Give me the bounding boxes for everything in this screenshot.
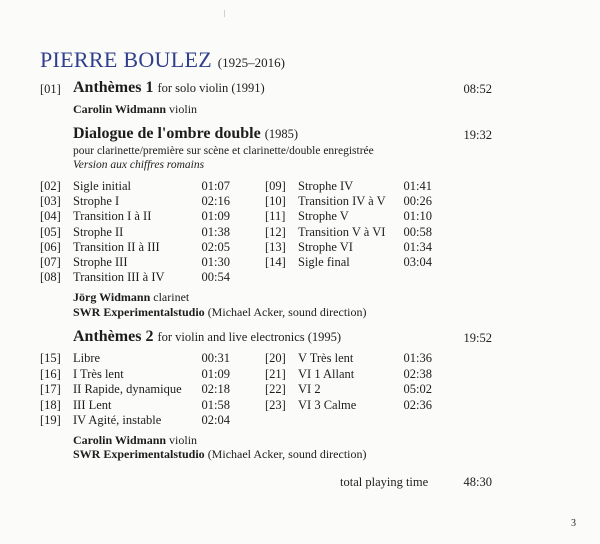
work2-title: Dialogue de l'ombre double <box>73 125 261 142</box>
track-time: 01:09 <box>201 209 230 224</box>
work2-instrumentation: pour clarinette/première sur scène et clarinette/double enregistrée <box>73 145 374 157</box>
track-time: 01:09 <box>201 366 230 381</box>
track-number: [18] <box>40 397 61 412</box>
track-time: 02:38 <box>403 366 432 381</box>
track-time: 00:31 <box>201 351 230 365</box>
page-number: 3 <box>571 518 576 529</box>
track-time: 02:05 <box>201 239 230 254</box>
work3-performer-1 <box>73 433 197 448</box>
track-title: Strophe V <box>298 209 349 224</box>
track-number: [17] <box>40 382 61 396</box>
work2-performer-1 <box>73 290 189 305</box>
track-time: 00:26 <box>403 194 432 209</box>
track-number: [02] <box>40 179 61 193</box>
track-title: II Rapide, dynamique <box>73 382 182 396</box>
work3-heading <box>73 328 341 346</box>
composer-heading <box>40 47 285 73</box>
track-title: VI 3 Calme <box>298 397 357 412</box>
track-title: Strophe II <box>73 224 124 239</box>
track-title: VI 2 <box>298 382 321 396</box>
composer-name: PIERRE BOULEZ <box>40 47 212 72</box>
track-time: 00:58 <box>403 224 432 239</box>
track-number: [22] <box>265 382 286 396</box>
track-title: VI 1 Allant <box>298 366 355 381</box>
track-number: [20] <box>265 351 286 365</box>
track-title: I Très lent <box>73 366 124 381</box>
performer-role: violin <box>169 102 198 116</box>
track-time: 01:58 <box>201 397 230 412</box>
track-title: IV Agité, instable <box>73 413 162 427</box>
work2-year: (1985) <box>264 127 299 141</box>
performer-name: Carolin Widmann <box>73 433 167 447</box>
work3-desc: for violin and live electronics (1995) <box>157 330 342 344</box>
track-time: 02:04 <box>201 413 230 427</box>
track-number: [03] <box>40 194 61 209</box>
work1-duration: 08:52 <box>463 82 492 96</box>
work2-performer-2 <box>73 305 367 320</box>
work3-title: Anthèmes 2 <box>73 328 154 345</box>
track-number: [23] <box>265 397 286 412</box>
track-title: Strophe VI <box>298 239 353 254</box>
track-number: [19] <box>40 413 61 427</box>
track-time: 01:41 <box>403 179 432 193</box>
work2-heading <box>73 125 298 143</box>
track-title: V Très lent <box>298 351 354 365</box>
track-time: 01:10 <box>403 209 432 224</box>
track-title: Transition III à IV <box>73 270 165 285</box>
track-number: [12] <box>265 224 286 239</box>
work1-track-number: [01] <box>40 82 61 96</box>
performer-role: (Michael Acker, sound direction) <box>207 447 367 461</box>
work3-performer-2 <box>73 447 367 462</box>
track-number: [08] <box>40 270 61 285</box>
work1-title: Anthèmes 1 <box>73 79 154 96</box>
track-title: Libre <box>73 351 101 365</box>
performer-name: Carolin Widmann <box>73 102 167 116</box>
track-number: [16] <box>40 366 61 381</box>
total-label: total playing time <box>340 475 429 489</box>
performer-name: Jörg Widmann <box>73 290 151 304</box>
performer-name: SWR Experimentalstudio <box>73 305 205 319</box>
track-time: 00:54 <box>201 270 230 285</box>
track-title: Sigle initial <box>73 179 131 193</box>
performer-name: SWR Experimentalstudio <box>73 447 205 461</box>
work1-heading <box>73 79 265 97</box>
track-title: III Lent <box>73 397 112 412</box>
track-time: 01:07 <box>201 179 230 193</box>
performer-role: violin <box>169 433 198 447</box>
work1-performer <box>73 102 197 117</box>
performer-role: (Michael Acker, sound direction) <box>207 305 367 319</box>
total-value: 48:30 <box>463 475 492 489</box>
work2-version: Version aux chiffres romains <box>73 159 205 171</box>
track-time: 02:36 <box>403 397 432 412</box>
work3-duration: 19:52 <box>463 331 492 345</box>
track-title: Transition V à VI <box>298 224 386 239</box>
work1-desc: for solo violin (1991) <box>157 81 265 95</box>
track-title: Sigle final <box>298 255 350 269</box>
track-time: 01:34 <box>403 239 432 254</box>
track-time: 01:38 <box>201 224 230 239</box>
track-number: [14] <box>265 255 286 269</box>
track-title: Strophe IV <box>298 179 354 193</box>
track-title: Transition IV à V <box>298 194 386 209</box>
track-number: [15] <box>40 351 61 365</box>
track-number: [11] <box>265 209 286 224</box>
track-number: [07] <box>40 255 61 269</box>
track-time: 02:18 <box>201 382 230 396</box>
track-time: 05:02 <box>403 382 432 396</box>
track-number: [13] <box>265 239 286 254</box>
track-number: [21] <box>265 366 286 381</box>
track-time: 03:04 <box>403 255 432 269</box>
track-title: Transition I à II <box>73 209 152 224</box>
track-title: Strophe I <box>73 194 120 209</box>
track-title: Transition II à III <box>73 239 160 254</box>
work2-duration: 19:32 <box>463 128 492 142</box>
track-time: 01:30 <box>201 255 230 269</box>
track-number: [06] <box>40 239 61 254</box>
track-time: 01:36 <box>403 351 432 365</box>
track-number: [10] <box>265 194 286 209</box>
track-number: [09] <box>265 179 286 193</box>
crop-mark <box>224 10 225 17</box>
track-number: [05] <box>40 224 61 239</box>
track-title: Strophe III <box>73 255 128 269</box>
track-number: [04] <box>40 209 61 224</box>
track-time: 02:16 <box>201 194 230 209</box>
composer-dates: (1925–2016) <box>217 55 285 70</box>
performer-role: clarinet <box>153 290 190 304</box>
